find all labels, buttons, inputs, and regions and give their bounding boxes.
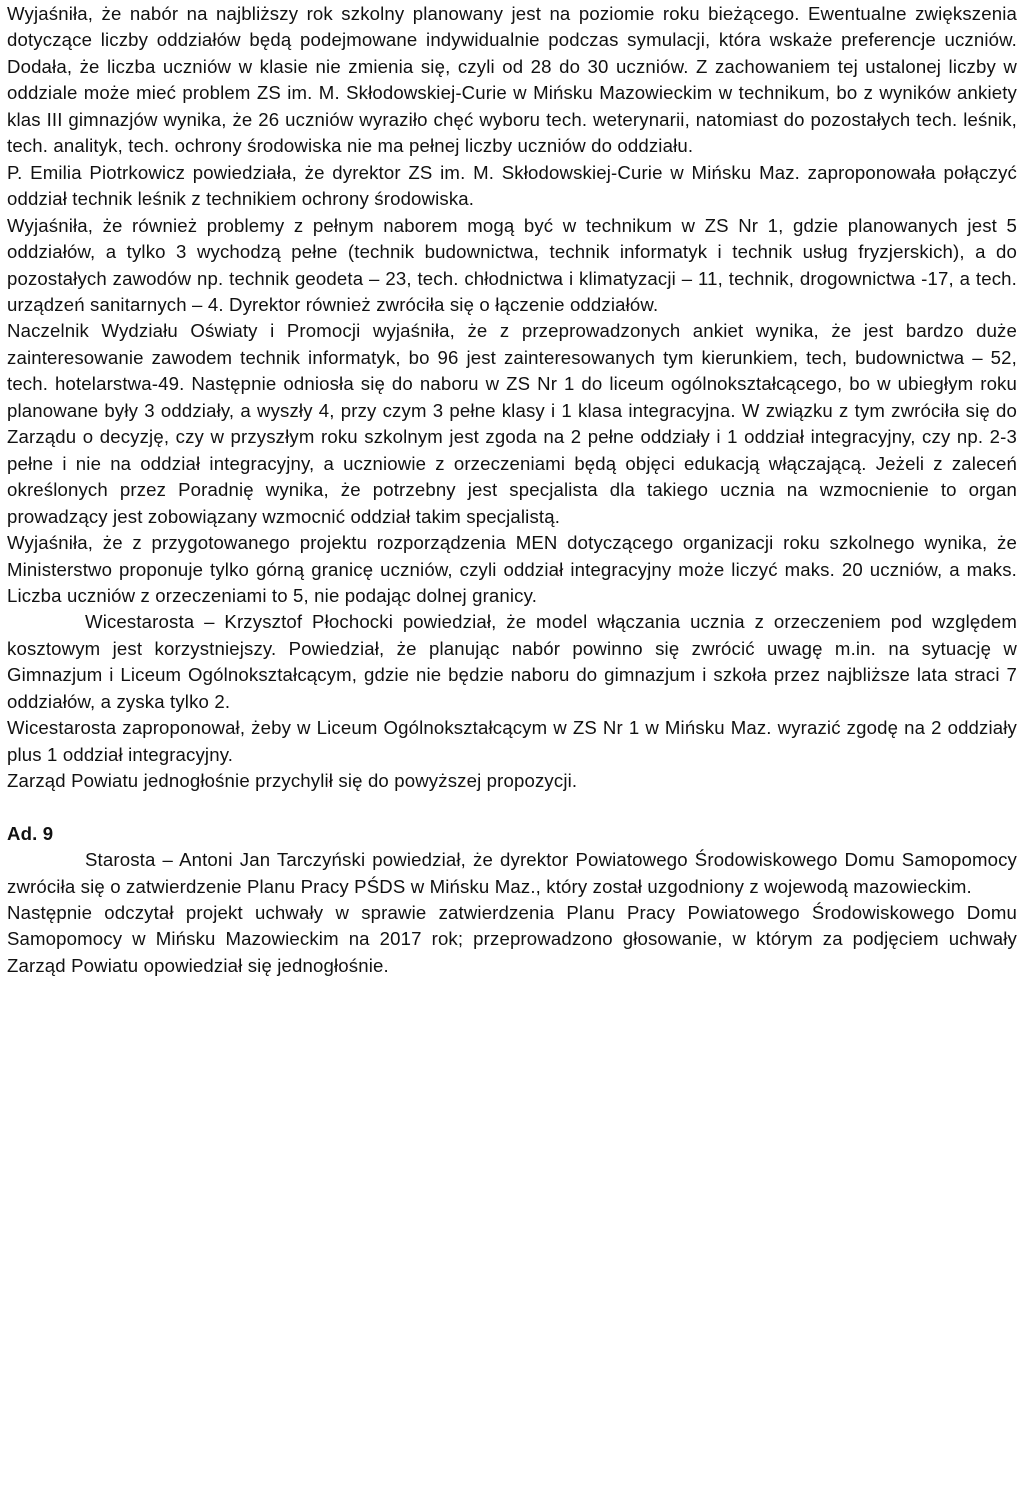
paragraph-uchwala-glosowanie: Następnie odczytał projekt uchwały w sprawie zatwierdzenia Planu Pracy Powiatowego Środowiskowego Domu Samopomocy w Mińsku Mazowieckim na 2017 rok; przeprowadzono głosowanie, w którym za podjęciem uchwały Zarząd Powiatu opowiedział się jednogłośnie.	[7, 901, 1017, 976]
section-heading	[7, 821, 1017, 847]
paragraph-starosta-psds: Starosta – Antoni Jan Tarczyński powiedział, że dyrektor Powiatowego Środowiskowego Domu Samopomocy zwróciła się o zatwierdzenie Planu Pracy PŚDS w Mińsku Maz., który został uzgodniony z wojewodą mazowieckim.	[7, 849, 1017, 897]
paragraph-zarzad-decyzja: Zarząd Powiatu jednogłośnie przychylił się do powyższej propozycji.	[7, 770, 578, 792]
paragraph-piotrkowicz: P. Emilia Piotrkowicz powiedziała, że dyrektor ZS im. M. Skłodowskiej-Curie w Mińsku Maz. zaproponowała połączyć oddział technik leśnik z technikiem ochrony środowiska.	[7, 161, 1017, 210]
paragraph-naczelnik-ankiety: Naczelnik Wydziału Oświaty i Promocji wyjaśniła, że z przeprowadzonych ankiet wynika, że jest bardzo duże zainteresowanie zawodem technik informatyk, bo 96 jest zainteresowanych tym kierunkiem, tech, budownictwa – 52, tech. hotelarstwa-49. Następnie odniosła się do naboru w ZS Nr 1 do liceum ogólnokształcącego, bo w ubiegłym roku planowane były 3 oddziały, a wyszły 4, przy czym 3 pełne klasy i 1 klasa integracyjna. W związku z tym zwróciła się do Zarządu o decyzję, czy w przyszłym roku szkolnym jest zgoda na 2 pełne oddziały i 1 oddział integracyjny, czy np. 2-3 pełne i nie na oddział integracyjny, a uczniowie z orzeczeniami będą objęci edukacją włączającą. Jeżeli z zaleceń określonych przez Poradnię wynika, że potrzebny jest specjalista dla takiego ucznia na wzmocnienie to organ prowadzący jest zobowiązany wzmocnić oddział takim specjalistą.	[7, 320, 1017, 527]
paragraph-nabor-summary: Wyjaśniła, że nabór na najbliższy rok szkolny planowany jest na poziomie roku bieżącego. Ewentualne zwiększenia dotyczące liczby oddziałów będą podejmowane indywidualnie podczas symulacji, która wskaże preferencje uczniów. Dodała, że liczba uczniów w klasie nie zmienia się, czyli od 28 do 30 uczniów. Z zachowaniem tej ustalonej liczby w oddziale może mieć problem ZS im. M. Skłodowskiej-Curie w Mińsku Mazowieckim w technikum, bo z wyników ankiety klas III gimnazjów wynika, że 26 uczniów wyraziło chęć wyboru tech. weterynarii, natomiast do pozostałych tech. leśnik, tech. analityk, tech. ochrony środowiska nie ma pełnej liczby uczniów do oddziału.	[7, 3, 1017, 157]
paragraph-wicestarosta-model: Wicestarosta – Krzysztof Płochocki powiedział, że model włączania ucznia z orzeczeniem pod względem kosztowym jest korzystniejszy. Powiedział, że planując nabór powinno się zwrócić uwagę m.in. na sytuację w Gimnazjum i Liceum Ogólnokształcącym, gdzie nie będzie naboru do gimnazjum i szkoła przez najbliższe lata straci 7 oddziałów, a zyska tylko 2.	[7, 611, 1017, 712]
paragraph-wicestarosta-propozycja: Wicestarosta zaproponował, żeby w Liceum Ogólnokształcącym w ZS Nr 1 w Mińsku Maz. wyrazić zgodę na 2 oddziały plus 1 oddział integracyjny.	[7, 717, 1017, 765]
section-heading-label: Ad. 9	[7, 822, 54, 844]
paragraph-men-rozporzadzenie: Wyjaśniła, że z przygotowanego projektu rozporządzenia MEN dotyczącego organizacji roku szkolnego wynika, że Ministerstwo proponuje tylko górną granicę uczniów, czyli oddział integracyjny może liczyć maks. 20 uczniów, a maks. Liczba uczniów z orzeczeniami to 5, nie podając dolnej granicy.	[7, 532, 1017, 606]
document-page	[7, 1, 1017, 979]
paragraph-zs1-technikum: Wyjaśniła, że również problemy z pełnym naborem mogą być w technikum w ZS Nr 1, gdzie planowanych jest 5 oddziałów, a tylko 3 wychodzą pełne (technik budownictwa, technik informatyk i technik usług fryzjerskich), a do pozostałych zawodów np. technik geodeta – 23, tech. chłodnictwa i klimatyzacji – 11, technik, drogownictwa -17, a tech. urządzeń sanitarnych – 4. Dyrektor również zwróciła się o łączenie oddziałów.	[7, 214, 1017, 315]
